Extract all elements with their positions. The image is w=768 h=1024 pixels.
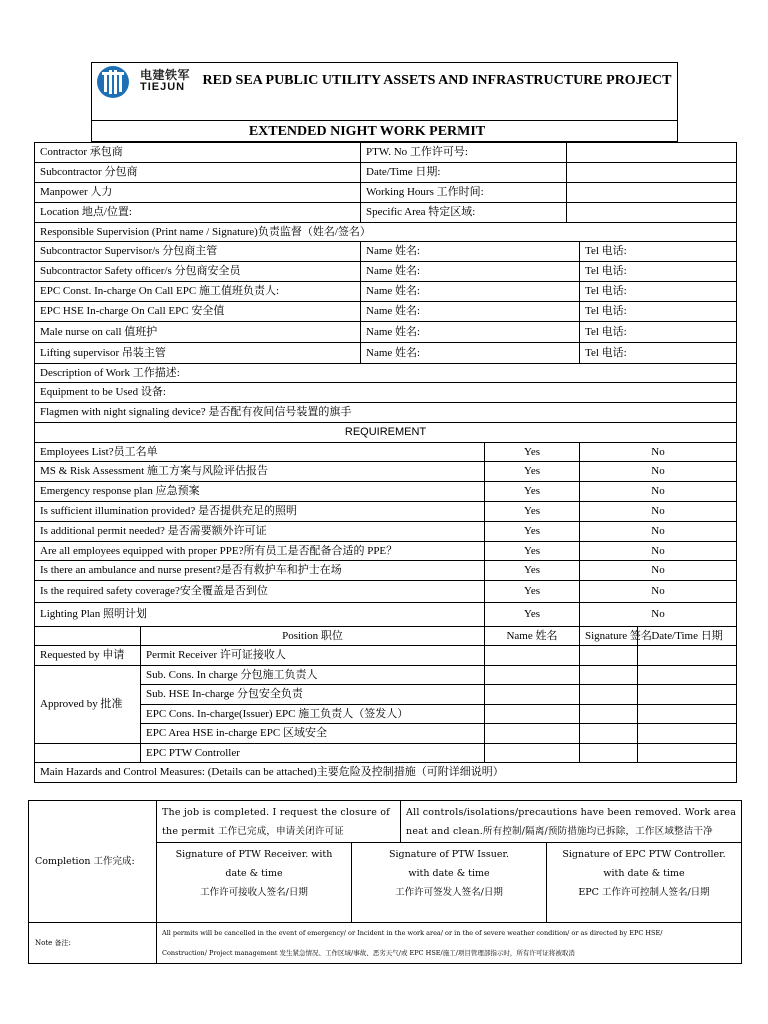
name-label: Name 姓名: xyxy=(361,242,580,262)
company-logo xyxy=(95,64,195,100)
personnel-row xyxy=(35,262,737,282)
requirement-heading: REQUIREMENT xyxy=(35,423,737,443)
personnel-row xyxy=(35,302,737,322)
equipment-label: Equipment to be Used 设备: xyxy=(35,383,737,403)
no-option[interactable]: No xyxy=(580,462,737,482)
issuer-signature-line: 工作许可签发人签名/日期 xyxy=(395,887,503,898)
approval-row xyxy=(35,685,737,705)
note-text xyxy=(157,923,742,964)
approved-by-label: Approved by 批准 xyxy=(35,666,141,744)
approval-position: EPC Area HSE in-charge EPC 区域安全 xyxy=(141,724,485,744)
tel-label: Tel 电话: xyxy=(580,282,737,302)
name-label: Name 姓名: xyxy=(361,282,580,302)
no-option[interactable]: No xyxy=(580,581,737,603)
approval-signature-field[interactable] xyxy=(580,685,638,705)
approval-name-field[interactable] xyxy=(485,685,580,705)
requirement-row xyxy=(35,581,737,603)
approval-name-field[interactable] xyxy=(485,705,580,724)
requirement-item: Is sufficient illumination provided? 是否提供充足的照明 xyxy=(35,502,485,522)
personnel-role: Subcontractor Supervisor/s 分包商主管 xyxy=(35,242,361,262)
requirement-item: Employees List?员工名单 xyxy=(35,443,485,462)
job-completed-line: the permit 工作已完成，申请关闭许可证 xyxy=(162,825,345,837)
yes-option[interactable]: Yes xyxy=(485,561,580,581)
position-column-header: Position 职位 xyxy=(141,627,485,646)
job-completed-statement xyxy=(157,801,401,843)
tel-label: Tel 电话: xyxy=(580,343,737,364)
personnel-role: EPC Const. In-charge On Call EPC 施工值班负责人: xyxy=(35,282,361,302)
contractor-label: Contractor 承包商 xyxy=(35,143,361,163)
requirement-row xyxy=(35,482,737,502)
permit-table xyxy=(34,142,737,783)
approval-row xyxy=(35,646,737,666)
flagmen-row xyxy=(35,403,737,423)
approval-signature-field[interactable] xyxy=(580,744,638,763)
requirement-row xyxy=(35,522,737,542)
controller-signature-line: Signature of EPC PTW Controller. xyxy=(562,849,726,860)
personnel-row xyxy=(35,242,737,262)
no-option[interactable]: No xyxy=(580,561,737,581)
controls-removed-line: All controls/isolations/precautions have been removed. Work area xyxy=(406,806,737,818)
form-header xyxy=(91,62,678,142)
requirement-row xyxy=(35,443,737,462)
no-option[interactable]: No xyxy=(580,443,737,462)
project-title: RED SEA PUBLIC UTILITY ASSETS AND INFRASTRUCTURE PROJECT xyxy=(202,73,672,88)
responsible-supervision-row xyxy=(35,223,737,242)
signature-column-header: Signature 签名 xyxy=(580,627,638,646)
requirement-row xyxy=(35,462,737,482)
name-label: Name 姓名: xyxy=(361,302,580,322)
tel-label: Tel 电话: xyxy=(580,302,737,322)
yes-option[interactable]: Yes xyxy=(485,522,580,542)
note-row xyxy=(29,923,742,964)
name-label: Name 姓名: xyxy=(361,343,580,364)
requirement-heading-row xyxy=(35,423,737,443)
approval-position: Sub. Cons. In charge 分包施工负责人 xyxy=(141,666,485,685)
requirement-item: Is additional permit needed? 是否需要额外许可证 xyxy=(35,522,485,542)
no-option[interactable]: No xyxy=(580,542,737,561)
location-row xyxy=(35,203,737,223)
yes-option[interactable]: Yes xyxy=(485,482,580,502)
name-column-header: Name 姓名 xyxy=(485,627,580,646)
tel-label: Tel 电话: xyxy=(580,242,737,262)
no-option[interactable]: No xyxy=(580,522,737,542)
requirement-item: Are all employees equipped with proper PPE?所有员工是否配备合适的 PPE？ xyxy=(35,542,485,561)
date-time-field[interactable] xyxy=(567,163,737,183)
requirement-item: MS & Risk Assessment 施工方案与风险评估报告 xyxy=(35,462,485,482)
datetime-column-header: Date/Time 日期 xyxy=(638,627,737,646)
form-title: EXTENDED NIGHT WORK PERMIT xyxy=(248,124,486,139)
description-label: Description of Work 工作描述: xyxy=(35,364,737,383)
working-hours-field[interactable] xyxy=(567,183,737,203)
tel-label: Tel 电话: xyxy=(580,322,737,343)
hazards-row xyxy=(35,763,737,783)
requirement-item: Is there an ambulance and nurse present?是否有救护车和护士在场 xyxy=(35,561,485,581)
subcontractor-row xyxy=(35,163,737,183)
specific-area-field[interactable] xyxy=(567,203,737,223)
name-label: Name 姓名: xyxy=(361,322,580,343)
completion-label: Completion 工作完成: xyxy=(29,801,157,923)
ptw-no-field[interactable] xyxy=(567,143,737,163)
working-hours-label: Working Hours 工作时间: xyxy=(361,183,567,203)
requirement-item: Is the required safety coverage?安全覆盖是否到位 xyxy=(35,581,485,603)
receiver-signature-line: 工作许可接收人签名/日期 xyxy=(200,887,308,898)
hazards-label: Main Hazards and Control Measures: (Details can be attached)主要危险及控制措施（可附详细说明） xyxy=(35,763,737,783)
controls-removed-statement xyxy=(401,801,742,843)
approval-signature-field[interactable] xyxy=(580,646,638,666)
approval-role-header xyxy=(35,627,141,646)
controller-signature-cell[interactable] xyxy=(547,843,742,923)
receiver-signature-cell[interactable] xyxy=(157,843,352,923)
note-label: Note 备注: xyxy=(29,923,157,964)
requirement-row xyxy=(35,603,737,627)
yes-option[interactable]: Yes xyxy=(485,462,580,482)
tel-label: Tel 电话: xyxy=(580,262,737,282)
approval-row xyxy=(35,724,737,744)
no-option[interactable]: No xyxy=(580,502,737,522)
approval-name-field[interactable] xyxy=(485,744,580,763)
approval-name-field[interactable] xyxy=(485,724,580,744)
name-label: Name 姓名: xyxy=(361,262,580,282)
approval-row xyxy=(35,705,737,724)
approval-datetime-field[interactable] xyxy=(638,646,737,666)
approval-header-row xyxy=(35,627,737,646)
personnel-role: Subcontractor Safety officer/s 分包商安全员 xyxy=(35,262,361,282)
responsible-supervision-label: Responsible Supervision (Print name / Signature)负责监督（姓名/签名） xyxy=(35,223,737,242)
approval-role-empty xyxy=(35,744,141,763)
requirement-row xyxy=(35,561,737,581)
controls-removed-line: neat and clean.所有控制/隔离/预防措施均已拆除，工作区域整洁干净 xyxy=(406,825,713,837)
approval-position: Sub. HSE In-charge 分包安全负责 xyxy=(141,685,485,705)
note-line: All permits will be cancelled in the event of emergency/ or Incident in the work area/ or in the of severe weather condition/ or as directed by EPC HSE/ xyxy=(162,929,663,937)
personnel-role: Male nurse on call 值班护 xyxy=(35,322,361,343)
description-row xyxy=(35,364,737,383)
logo-chinese-text: 电建铁军 xyxy=(140,68,191,82)
issuer-signature-line: Signature of PTW Issuer. xyxy=(388,849,510,860)
approval-datetime-field[interactable] xyxy=(638,666,737,685)
personnel-row xyxy=(35,322,737,343)
approval-row xyxy=(35,744,737,763)
approval-datetime-field[interactable] xyxy=(638,685,737,705)
personnel-role: Lifting supervisor 吊装主管 xyxy=(35,343,361,364)
contractor-row xyxy=(35,143,737,163)
tiejun-logo-icon xyxy=(95,64,135,100)
yes-option[interactable]: Yes xyxy=(485,542,580,561)
issuer-signature-cell[interactable] xyxy=(352,843,547,923)
personnel-row xyxy=(35,343,737,364)
approval-position: EPC PTW Controller xyxy=(141,744,485,763)
yes-option[interactable]: Yes xyxy=(485,581,580,603)
requirement-item: Lighting Plan 照明计划 xyxy=(35,603,485,627)
approval-position: Permit Receiver 许可证接收人 xyxy=(141,646,485,666)
approval-datetime-field[interactable] xyxy=(638,705,737,724)
requirement-item: Emergency response plan 应急预案 xyxy=(35,482,485,502)
note-line: Construction/ Project management 发生紧急情况、工作区域/事故、恶劣天气/或 EPC HSE/施工/项目管理部指示时，所有许可证将被取消 xyxy=(162,949,575,957)
header-divider xyxy=(92,120,677,121)
approval-position: EPC Cons. In-charge(Issuer) EPC 施工负责人（签发人） xyxy=(141,705,485,724)
issuer-signature-line: with date & time xyxy=(408,868,490,879)
personnel-role: EPC HSE In-charge On Call EPC 安全值 xyxy=(35,302,361,322)
personnel-row xyxy=(35,282,737,302)
approval-signature-field[interactable] xyxy=(580,666,638,685)
manpower-row xyxy=(35,183,737,203)
ptw-no-label: PTW. No 工作许可号: xyxy=(361,143,567,163)
controller-signature-line: EPC 工作许可控制人签名/日期 xyxy=(578,887,710,898)
approval-datetime-field[interactable] xyxy=(638,744,737,763)
manpower-label: Manpower 人力 xyxy=(35,183,361,203)
date-time-label: Date/Time 日期: xyxy=(361,163,567,183)
requirement-row xyxy=(35,502,737,522)
yes-option[interactable]: Yes xyxy=(485,443,580,462)
specific-area-label: Specific Area 特定区域: xyxy=(361,203,567,223)
job-completed-line: The job is completed. I request the closure of xyxy=(162,806,390,818)
approval-name-field[interactable] xyxy=(485,646,580,666)
subcontractor-label: Subcontractor 分包商 xyxy=(35,163,361,183)
approval-name-field[interactable] xyxy=(485,666,580,685)
location-label: Location 地点/位置: xyxy=(35,203,361,223)
flagmen-label: Flagmen with night signaling device? 是否配有夜间信号装置的旗手 xyxy=(35,403,737,423)
receiver-signature-line: Signature of PTW Receiver. with xyxy=(175,849,333,860)
requirement-row xyxy=(35,542,737,561)
approval-signature-field[interactable] xyxy=(580,705,638,724)
approval-row xyxy=(35,666,737,685)
yes-option[interactable]: Yes xyxy=(485,502,580,522)
controller-signature-line: with date & time xyxy=(603,868,685,879)
completion-statement-row xyxy=(29,801,742,843)
no-option[interactable]: No xyxy=(580,482,737,502)
completion-table xyxy=(28,800,742,964)
logo-english-text: TIEJUN xyxy=(140,81,186,93)
approval-signature-field[interactable] xyxy=(580,724,638,744)
approval-datetime-field[interactable] xyxy=(638,724,737,744)
receiver-signature-line: date & time xyxy=(225,868,283,879)
no-option[interactable]: No xyxy=(580,603,737,627)
yes-option[interactable]: Yes xyxy=(485,603,580,627)
equipment-row xyxy=(35,383,737,403)
requested-by-label: Requested by 申请 xyxy=(35,646,141,666)
